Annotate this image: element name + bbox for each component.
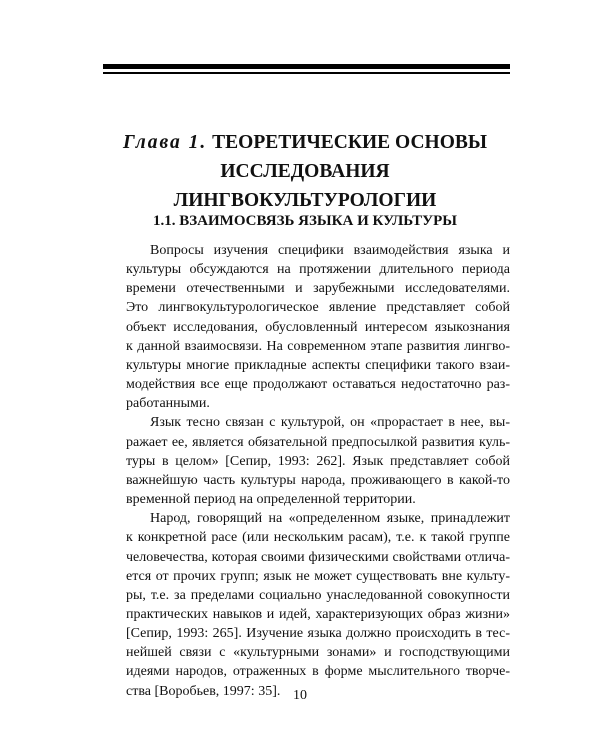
section-title: 1.1. ВЗАИМОСВЯЗЬ ЯЗЫКА И КУЛЬТУРЫ [152, 213, 458, 229]
chapter-title [95, 128, 515, 215]
chapter-title-line1: ТЕОРЕТИЧЕСКИЕ ОСНОВЫ [212, 132, 488, 153]
header-rule-thin [103, 72, 510, 74]
text-line: Язык тесно связан с культурой, он «прорастает в нее, вы- [150, 415, 510, 431]
paragraph-2 [102, 413, 510, 509]
chapter-title-line2: ИССЛЕДОВАНИЯ ЛИНГВОКУЛЬТУРОЛОГИИ [173, 161, 437, 211]
text-line: временной период на определенной территории. [126, 492, 416, 508]
text-line: нейшей связи с «культурными зонами» и господствующими [126, 645, 510, 661]
text-line: идеями народов, отраженных в форме мыслительного творче- [126, 664, 510, 680]
text-line: ражает ее, является обязательной предпосылкой развития куль- [126, 434, 510, 450]
body-text [102, 241, 510, 701]
text-line: к конкретной расе (или нескольким расам), т.е. к такой группе [126, 530, 510, 546]
text-line: важнейшую часть культуры народа, проживающего в какой-то [126, 472, 510, 488]
text-line: культуры обсуждаются на протяжении длительного периода [126, 262, 510, 278]
text-line: Вопросы изучения специфики взаимодействия языка и [150, 243, 510, 258]
chapter-label: Глава 1. [122, 132, 208, 153]
text-line: Это лингвокультурологическое явление представляет собой [126, 300, 510, 316]
paragraph-1 [102, 241, 510, 413]
text-line: к данной взаимосвязи. На современном этапе развития лингво- [126, 338, 510, 354]
text-line: человечества, которая своими физическими свойствами отлича- [126, 549, 510, 565]
text-line: работанными. [126, 396, 210, 412]
text-line: ства [Воробьев, 1997: 35]. [126, 683, 281, 699]
paragraph-3 [102, 509, 510, 701]
text-line: Народ, говорящий на «определенном языке, принадлежит [150, 511, 510, 527]
text-line: [Сепир, 1993: 265]. Изучение языка должно происходить в тес- [126, 626, 510, 642]
text-line: объект исследования, обусловленный интересом языкознания [126, 319, 510, 335]
text-line: ется от прочих групп; язык не может существовать вне культу- [126, 568, 510, 584]
page-number: 10 [293, 688, 307, 703]
text-line: туры в целом» [Сепир, 1993: 262]. Язык представляет собой [126, 453, 510, 469]
text-line: культуры многие прикладные аспекты специфики такого взаи- [126, 357, 510, 373]
header-rule-thick [103, 64, 510, 69]
text-line: практических навыков и идей, характеризующих образ жизни» [126, 606, 510, 622]
text-line: времени отечественными и зарубежными исследователями. [126, 281, 510, 297]
text-line: ры, т.е. за пределами социально унаследованной совокупности [126, 587, 510, 603]
text-line: модействия все еще продолжают оставаться недостаточно раз- [126, 377, 510, 393]
